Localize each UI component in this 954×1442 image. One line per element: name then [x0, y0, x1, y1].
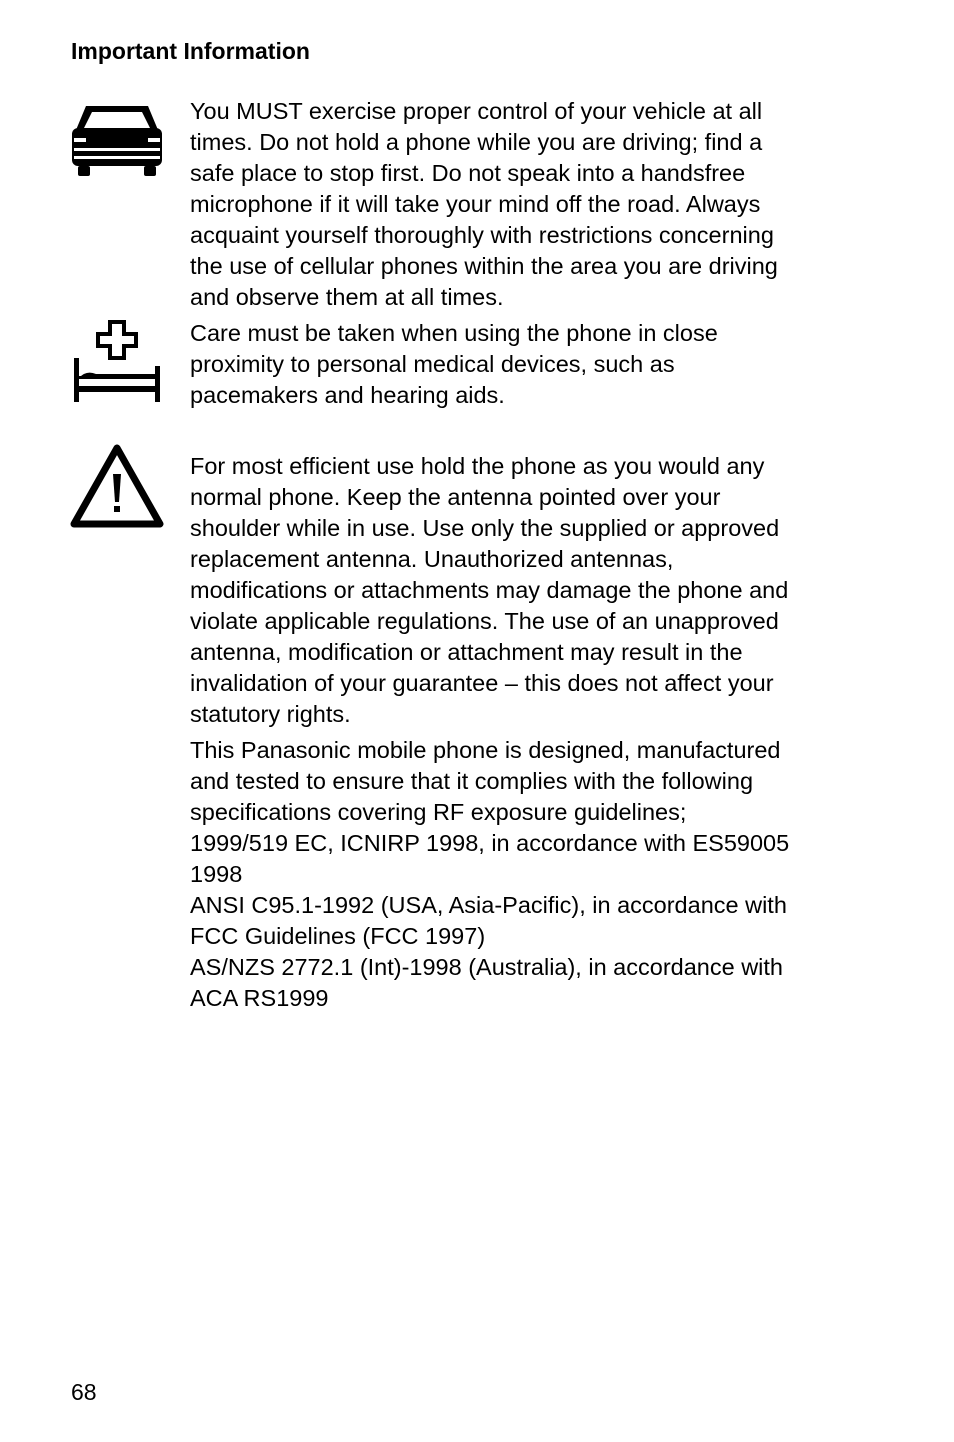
driving-safety-paragraph: [190, 96, 840, 313]
text-line: specifications covering RF exposure guidelines;: [190, 799, 687, 825]
text-line: the use of cellular phones within the area you are driving: [190, 253, 778, 279]
text-line: antenna, modification or attachment may result in the: [190, 639, 743, 665]
medical-bed-icon: [72, 320, 162, 406]
text-line: statutory rights.: [190, 701, 351, 727]
text-line: microphone if it will take your mind off the road. Always: [190, 191, 761, 217]
text-line: ANSI C95.1-1992 (USA, Asia-Pacific), in accordance with: [190, 892, 787, 918]
text-line: and tested to ensure that it complies with the following: [190, 768, 754, 794]
text-line: pacemakers and hearing aids.: [190, 382, 505, 408]
text-line: violate applicable regulations. The use of an unapproved: [190, 608, 779, 634]
text-line: acquaint yourself thoroughly with restrictions concerning: [190, 222, 774, 248]
text-line: shoulder while in use. Use only the supplied or approved: [190, 515, 780, 541]
text-line: modifications or attachments may damage the phone and: [190, 577, 789, 603]
text-line: You MUST exercise proper control of your vehicle at all: [190, 98, 763, 124]
text-line: Care must be taken when using the phone in close: [190, 320, 718, 346]
text-line: 1998: [190, 861, 243, 887]
text-line: proximity to personal medical devices, such as: [190, 351, 675, 377]
page-header: Important Information: [71, 38, 310, 64]
text-line: and observe them at all times.: [190, 284, 504, 310]
medical-devices-paragraph: [190, 318, 840, 411]
page-number: 68: [71, 1379, 97, 1405]
text-line: 1999/519 EC, ICNIRP 1998, in accordance with ES59005: [190, 830, 790, 856]
warning-triangle-icon: [70, 444, 164, 528]
text-line: FCC Guidelines (FCC 1997): [190, 923, 486, 949]
text-line: AS/NZS 2772.1 (Int)-1998 (Australia), in accordance with: [190, 954, 783, 980]
text-line: times. Do not hold a phone while you are driving; find a: [190, 129, 763, 155]
car-icon: [70, 100, 164, 178]
antenna-usage-paragraph: [190, 451, 840, 730]
rf-exposure-paragraph: [190, 735, 840, 1014]
text-line: For most efficient use hold the phone as you would any: [190, 453, 765, 479]
text-line: This Panasonic mobile phone is designed, manufactured: [190, 737, 781, 763]
text-line: ACA RS1999: [190, 985, 329, 1011]
text-line: replacement antenna. Unauthorized antennas,: [190, 546, 674, 572]
text-line: normal phone. Keep the antenna pointed over your: [190, 484, 721, 510]
text-line: safe place to stop first. Do not speak into a handsfree: [190, 160, 746, 186]
text-line: invalidation of your guarantee – this does not affect your: [190, 670, 774, 696]
